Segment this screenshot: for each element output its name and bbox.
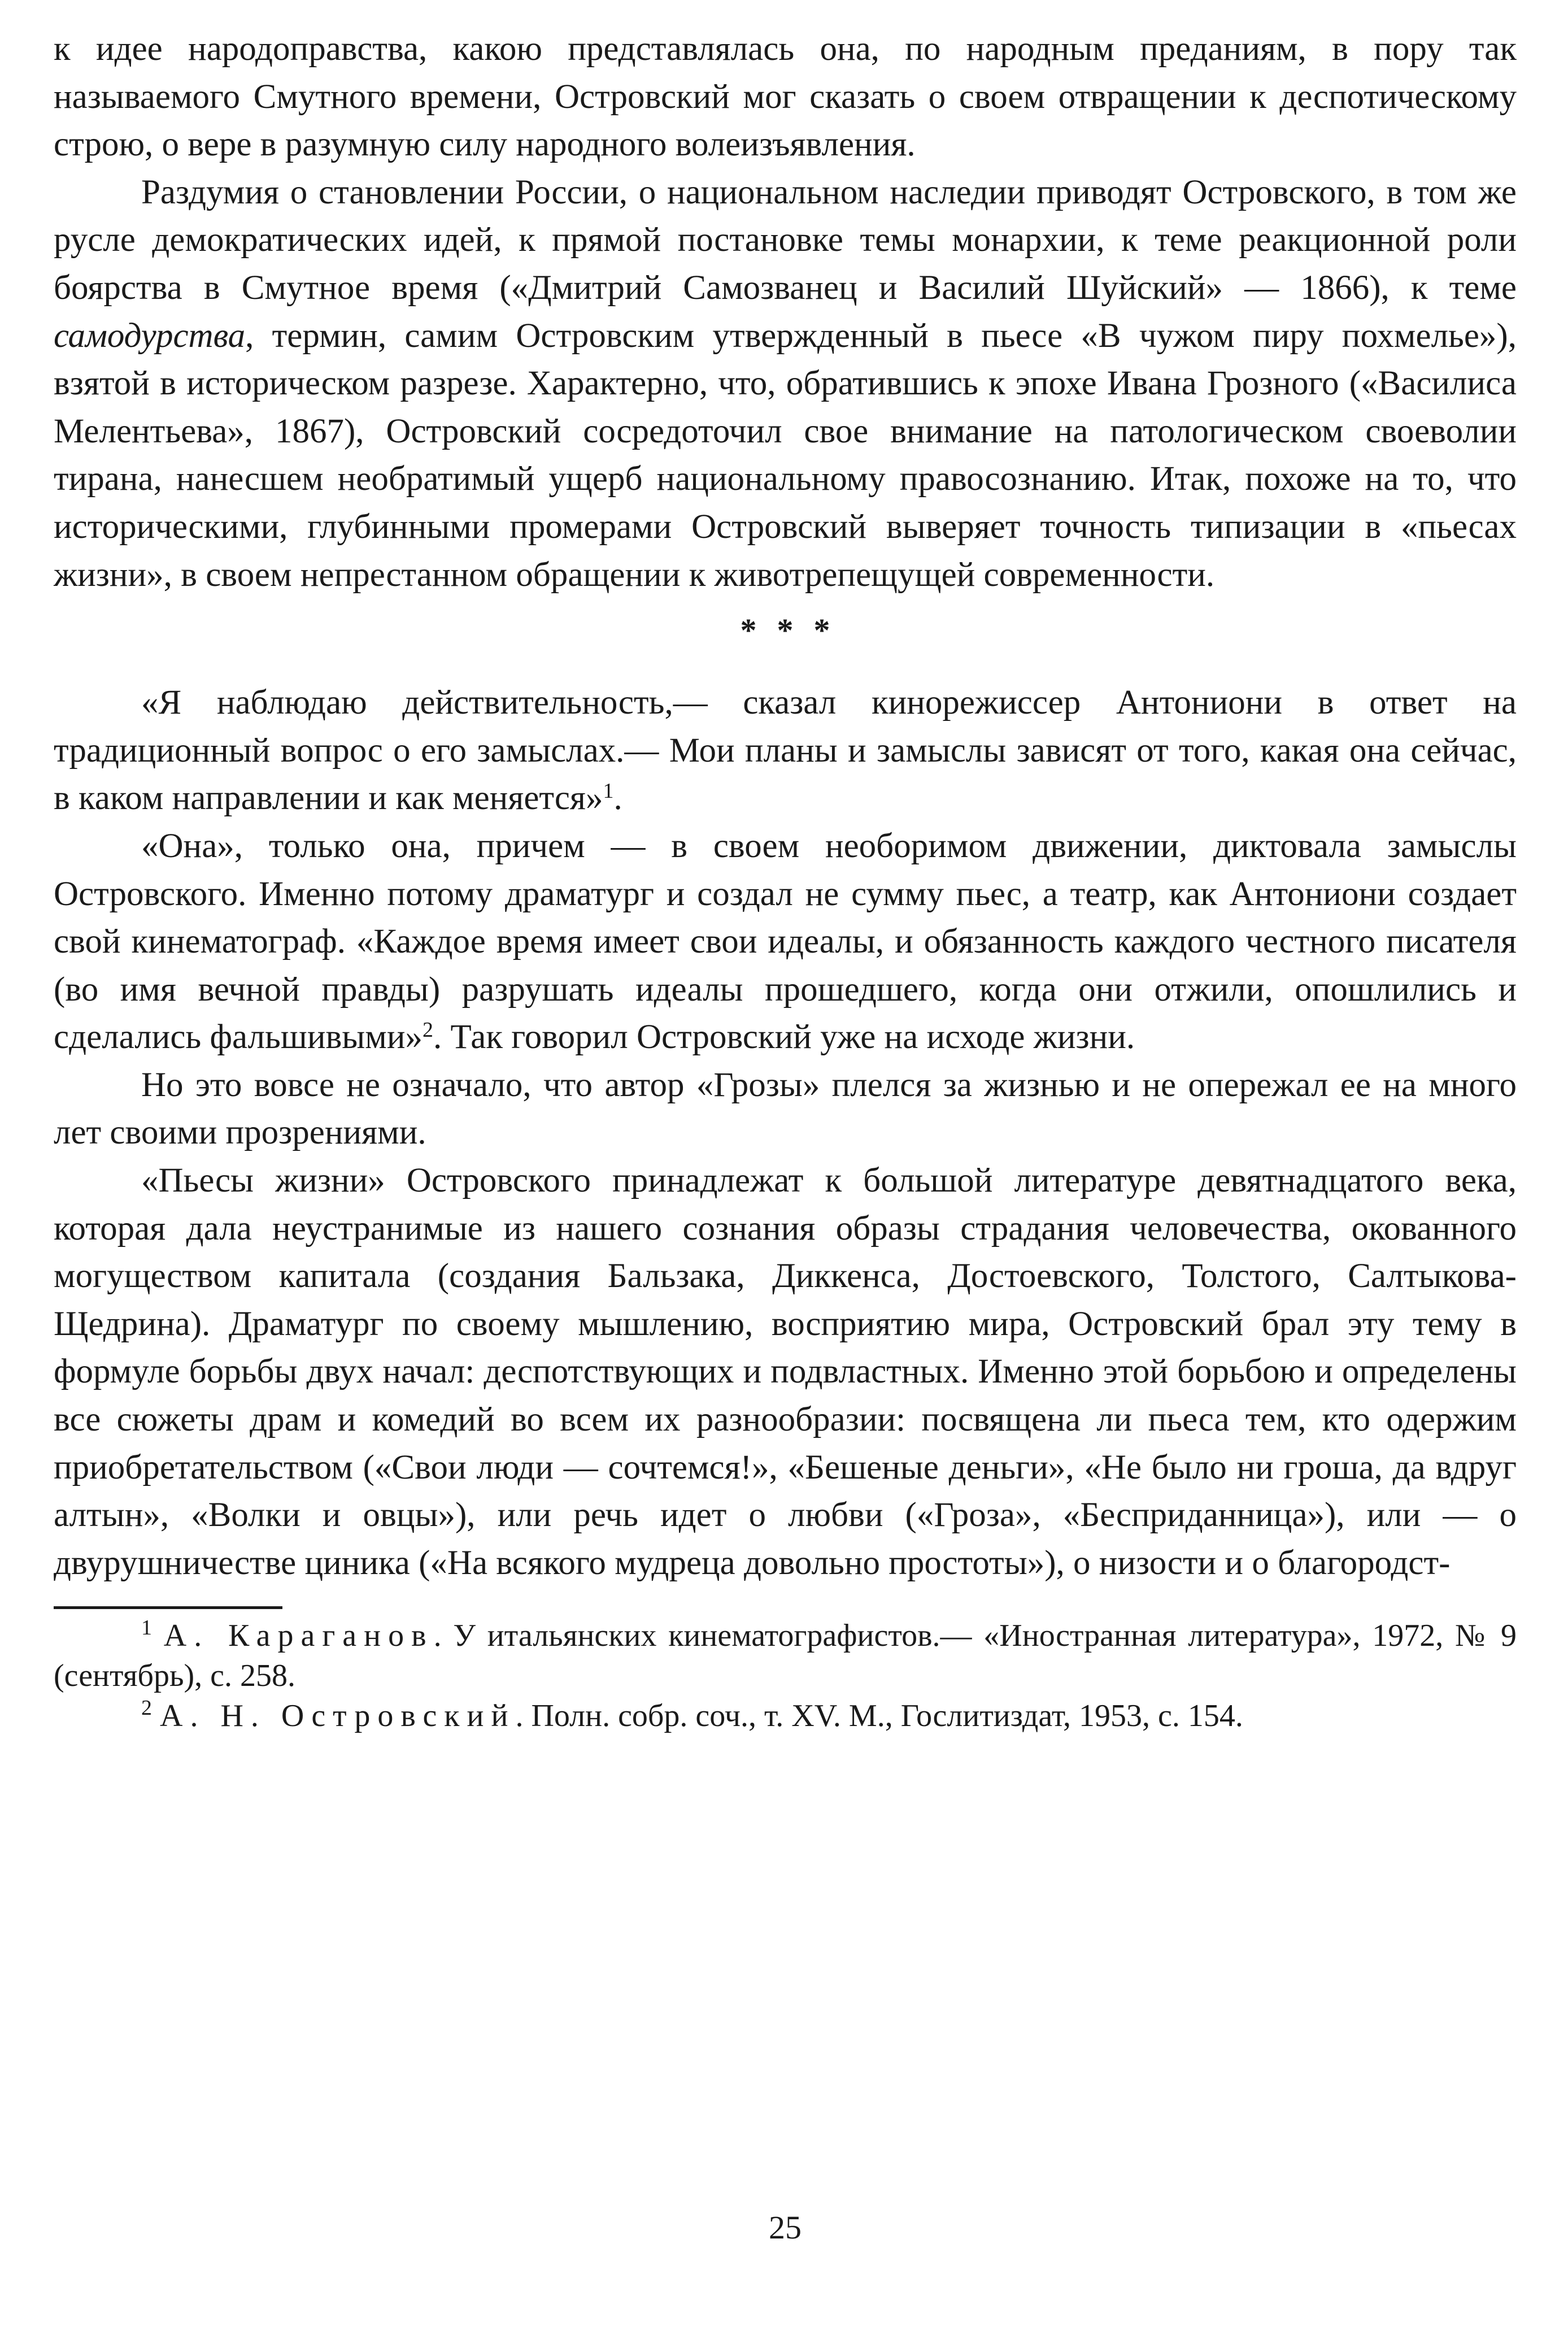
paragraph-6 (54, 1157, 1517, 1587)
footnote-2-author: А. Н. Островский (160, 1698, 516, 1734)
footnote-ref-2: 2 (423, 1018, 434, 1042)
paragraph-4-end: . Так говорил Островский уже на исходе жизни. (433, 1018, 1135, 1057)
footnote-1-mark: 1 (141, 1616, 152, 1640)
paragraph-1-text: к идее народоправства, какою представлялась она, по народным преданиям, в пору так называемого Смутного времени, Островский мог сказать о своем отвращении к деспотическому строю, о вере в разумную силу народного волеизъявления. (54, 30, 1517, 164)
footnote-2-mark: 2 (141, 1696, 152, 1720)
footnote-2-text: . Полн. собр. соч., т. XV. М., Гослитиздат, 1953, с. 154. (515, 1698, 1243, 1734)
paragraph-3-end: . (613, 779, 622, 818)
paragraph-1 (54, 25, 1517, 169)
paragraph-5 (54, 1062, 1517, 1157)
paragraph-2-text-a: Раздумия о становлении России, о национальном наследии приводят Островского, в том же русле демократических идей, к прямой постановке темы монархии, к теме реакционной роли боярства в Смутное время («Дмитрий Самозванец и Василий Шуйский» — 1866), к теме (54, 173, 1517, 307)
page-number: 25 (769, 2209, 802, 2246)
paragraph-3-text: «Я наблюдаю действительность,— сказал кинорежиссер Антониони в ответ на традиционный вопрос о его замыслах.— Мои планы и замыслы зависят от того, какая она сейчас, в каком направлении и как меняется» (54, 684, 1517, 818)
paragraph-2-italic-term: самодурства (54, 316, 246, 355)
footnote-1-text: . У итальянских кинематографистов.— «Иностранная литература», 1972, № 9 (сентябрь), с. 258. (54, 1618, 1517, 1694)
footnote-2 (54, 1696, 1517, 1736)
paragraph-6-text: «Пьесы жизни» Островского принадлежат к большой литературе девятнадцатого века, которая дала неустранимые из нашего сознания образы страдания человечества, окованного могуществом капитала (создания Бальзака, Диккенса, Достоевского, Толстого, Салтыкова-Щедрина). Драматург по своему мышлению, восприятию мира, Островский брал эту тему в формуле борьбы двух начал: деспотствующих и подвластных. Именно этой борьбою и определены все сюжеты драм и комедий во всем их разнообразии: посвящена ли пьеса тем, кто одержим приобретательством («Свои люди — сочтемся!», «Бешеные деньги», «Не было ни гроша, да вдруг алтын», «Волки и овцы»), или речь идет о любви («Гроза», «Бесприданница»), или — о двурушничестве циника («На всякого мудреца довольно простоты»), о низости и о благородст- (54, 1162, 1517, 1582)
footnote-divider (54, 1606, 282, 1609)
paragraph-3 (54, 679, 1517, 823)
footnote-ref-1: 1 (603, 779, 614, 803)
paragraph-2 (54, 169, 1517, 599)
paragraph-5-text: Но это вовсе не означало, что автор «Грозы» плелся за жизнью и не опережал ее на много лет своими прозрениями. (54, 1066, 1517, 1152)
footnote-1-author: А. Караганов (163, 1618, 434, 1654)
footnote-1 (54, 1616, 1517, 1696)
section-separator: *** (740, 612, 851, 649)
paragraph-4-text: «Она», только она, причем — в своем необоримом движении, диктовала замыслы Островского. Именно потому драматург и создал не сумму пьес, а театр, как Антониони создает свой кинематограф. «Каждое время имеет свои идеалы, и обязанность каждого честного писателя (во имя вечной правды) разрушать идеалы прошедшего, когда они отжили, опошлились и сделались фальшивыми» (54, 827, 1517, 1057)
book-page (54, 25, 1517, 2308)
paragraph-4 (54, 823, 1517, 1062)
paragraph-2-text-b: , термин, самим Островским утвержденный в пьесе «В чужом пиру похмелье»), взятой в историческом разрезе. Характерно, что, обратившись к эпохе Ивана Грозного («Василиса Мелентьева», 1867), Островский сосредоточил свое внимание на патологическом своеволии тирана, нанесшем необратимый ущерб национальному правосознанию. Итак, похоже на то, что историческими, глубинными промерами Островский выверяет точность типизации в «пьесах жизни», в своем непрестанном обращении к животрепещущей современности. (54, 316, 1517, 594)
